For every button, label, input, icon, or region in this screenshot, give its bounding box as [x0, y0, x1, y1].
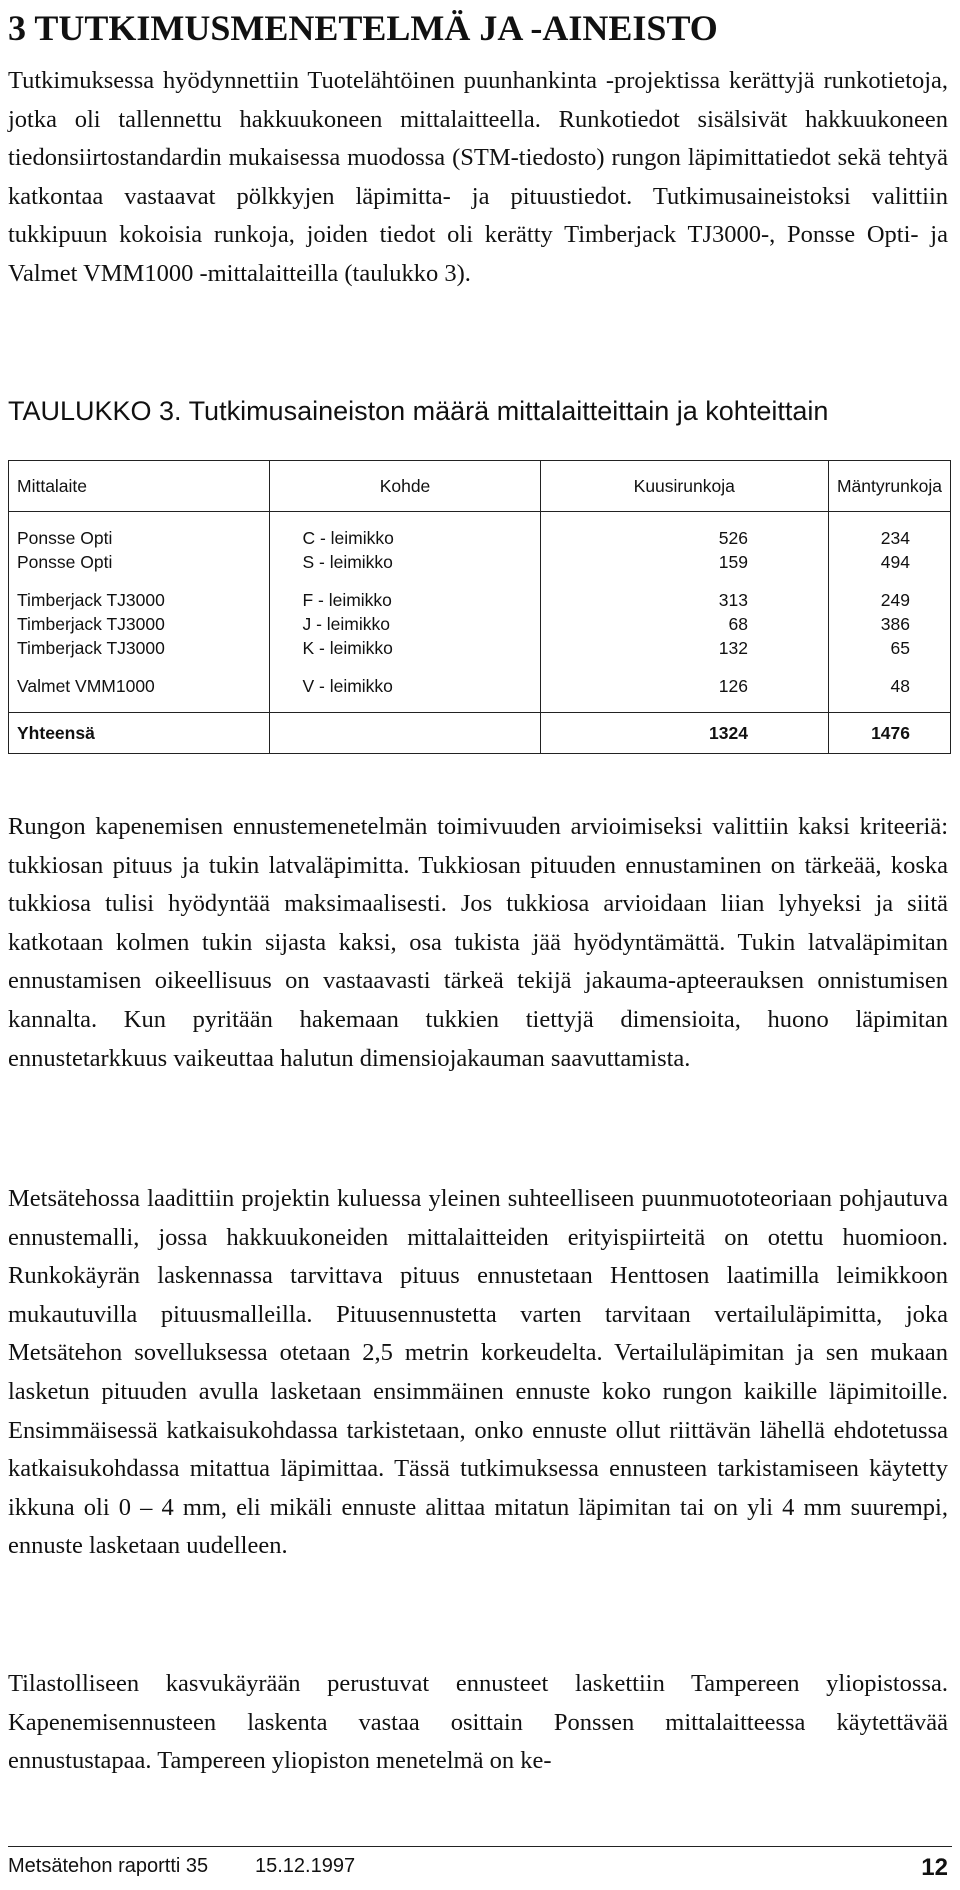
- cell-kuusirunkoja: 132: [540, 636, 828, 660]
- cell-kohde: J - leimikko: [270, 612, 540, 636]
- cell-mantyrunkoja: 234: [828, 526, 950, 550]
- cell-mantyrunkoja: 386: [828, 612, 950, 636]
- spacer-row: [9, 574, 951, 588]
- paragraph-3: Metsätehossa laadittiin projektin kuluessa yleinen suhteelliseen puunmuototeoriaan pohjautuva ennustemalli, jossa hakkuukoneiden mittalaitteiden erityispiirteitä on otettu huomioon. Runkokäyrän laskennassa tarvittava pituus ennustetaan Henttosen laatimilla leimikkoon mukautuvilla pituusmalleilla. Pituusennustetta varten tarvitaan vertailuläpimitta, joka Metsätehon sovelluksessa otetaan 2,5 metrin korkeudelta. Vertailuläpimitan ja sen mukaan lasketun pituuden avulla lasketaan ensimmäinen ennuste koko rungon kaikille läpimitoille. Ensimmäisessä katkaisukohdassa tarkistetaan, onko ennuste ollut riittävän lähellä ehdotetussa katkaisukohdassa mitattua läpimittaa. Tässä tutkimuksessa ennusteen tarkistamiseen käytetty ikkuna oli 0 – 4 mm, eli mikäli ennuste alittaa mitatun läpimitan tai on yli 4 mm suurempi, ennuste lasketaan uudelleen.: [8, 1185, 948, 1560]
- section-heading: 3 TUTKIMUSMENETELMÄ JA -AINEISTO: [8, 8, 718, 48]
- spacer-row: [9, 512, 951, 527]
- table-row: [9, 526, 951, 550]
- header-kohde: Kohde: [270, 461, 540, 512]
- table-row: [9, 550, 951, 574]
- cell-mittalaite: Valmet VMM1000: [9, 674, 270, 698]
- paragraph-4: Tilastolliseen kasvukäyrään perustuvat ennusteet laskettiin Tampereen yliopistossa. Kapenemisennusteen laskenta vastaa osittain Ponssen mittalaitteessa käytettävää ennustustapaa. Tampereen yliopiston menetelmä on ke-: [8, 1670, 948, 1775]
- cell-kuusirunkoja: 68: [540, 612, 828, 636]
- cell-total-label: Yhteensä: [9, 713, 270, 754]
- cell-kuusirunkoja: 526: [540, 526, 828, 550]
- cell-mittalaite: Timberjack TJ3000: [9, 588, 270, 612]
- header-mantyrunkoja: Mäntyrunkoja: [828, 461, 950, 512]
- header-kuusirunkoja: Kuusirunkoja: [540, 461, 828, 512]
- cell-mittalaite: Timberjack TJ3000: [9, 636, 270, 660]
- cell-kohde: V - leimikko: [270, 674, 540, 698]
- table-total-row: [9, 713, 951, 754]
- paragraph-2: Rungon kapenemisen ennustemenetelmän toimivuuden arvioimiseksi valittiin kaksi kriteeriä: tukkiosan pituus ja tukin latvaläpimitta. Tukkiosan pituuden ennustaminen on tärkeää, koska tukkiosa tulisi hyödyntää maksimaalisesti. Jos tukkiosa arvioidaan liian lyhyeksi ja siitä katkotaan kolmen tukin sijasta kaksi, osa tukista jää hyödyntämättä. Tukin latvaläpimitan ennustamisen oikeellisuus on vastaavasti tärkeä tekijä jakauma-apteerauksen onnistumisen kannalta. Kun pyritään hakemaan tukkien tiettyjä dimensioita, huono läpimitan ennustetarkkuus vaikeuttaa halutun dimensiojakauman saavuttamista.: [8, 813, 948, 1072]
- cell-mantyrunkoja: 65: [828, 636, 950, 660]
- cell-kohde: K - leimikko: [270, 636, 540, 660]
- data-table: [8, 460, 951, 754]
- page-number: 12: [921, 1854, 948, 1881]
- cell-kuusirunkoja: 159: [540, 550, 828, 574]
- footer-date: 15.12.1997: [255, 1855, 356, 1877]
- table-row: [9, 636, 951, 660]
- cell-mantyrunkoja: 48: [828, 674, 950, 698]
- cell-mantyrunkoja: 249: [828, 588, 950, 612]
- cell-kuusirunkoja: 126: [540, 674, 828, 698]
- paragraph-1: Tutkimuksessa hyödynnettiin Tuotelähtöinen puunhankinta -projektissa kerättyjä runkotietoja, jotka oli tallennettu hakkuukoneen mittalaitteella. Runkotiedot sisälsivät hakkuukoneen tiedonsiirtostandardin mukaisessa muodossa (STM-tiedosto) rungon läpimittatiedot sekä tehtyä katkontaa vastaavat pölkkyjen läpimitta- ja pituustiedot. Tutkimusaineistoksi valittiin tukkipuun kokoisia runkoja, joiden tiedot oli kerätty Timberjack TJ3000-, Ponsse Opti- ja Valmet VMM1000 -mittalaitteilla (taulukko 3).: [8, 67, 948, 287]
- cell-total-empty: [270, 713, 540, 754]
- cell-total-mantyrunkoja: 1476: [828, 713, 950, 754]
- cell-mittalaite: Ponsse Opti: [9, 550, 270, 574]
- cell-mittalaite: Ponsse Opti: [9, 526, 270, 550]
- cell-mantyrunkoja: 494: [828, 550, 950, 574]
- cell-kohde: F - leimikko: [270, 588, 540, 612]
- cell-kohde: C - leimikko: [270, 526, 540, 550]
- header-mittalaite: Mittalaite: [9, 461, 270, 512]
- table-row: [9, 612, 951, 636]
- footer-report-name: Metsätehon raportti 35: [8, 1855, 209, 1877]
- footer-divider: [8, 1846, 952, 1847]
- spacer-row: [9, 660, 951, 674]
- cell-mittalaite: Timberjack TJ3000: [9, 612, 270, 636]
- table-row: [9, 674, 951, 698]
- cell-kuusirunkoja: 313: [540, 588, 828, 612]
- spacer-row: [9, 698, 951, 713]
- table-caption: TAULUKKO 3. Tutkimusaineiston määrä mittalaitteittain ja kohteittain: [8, 396, 829, 426]
- cell-kohde: S - leimikko: [270, 550, 540, 574]
- table-header-row: [9, 461, 951, 512]
- cell-total-kuusirunkoja: 1324: [540, 713, 828, 754]
- table-row: [9, 588, 951, 612]
